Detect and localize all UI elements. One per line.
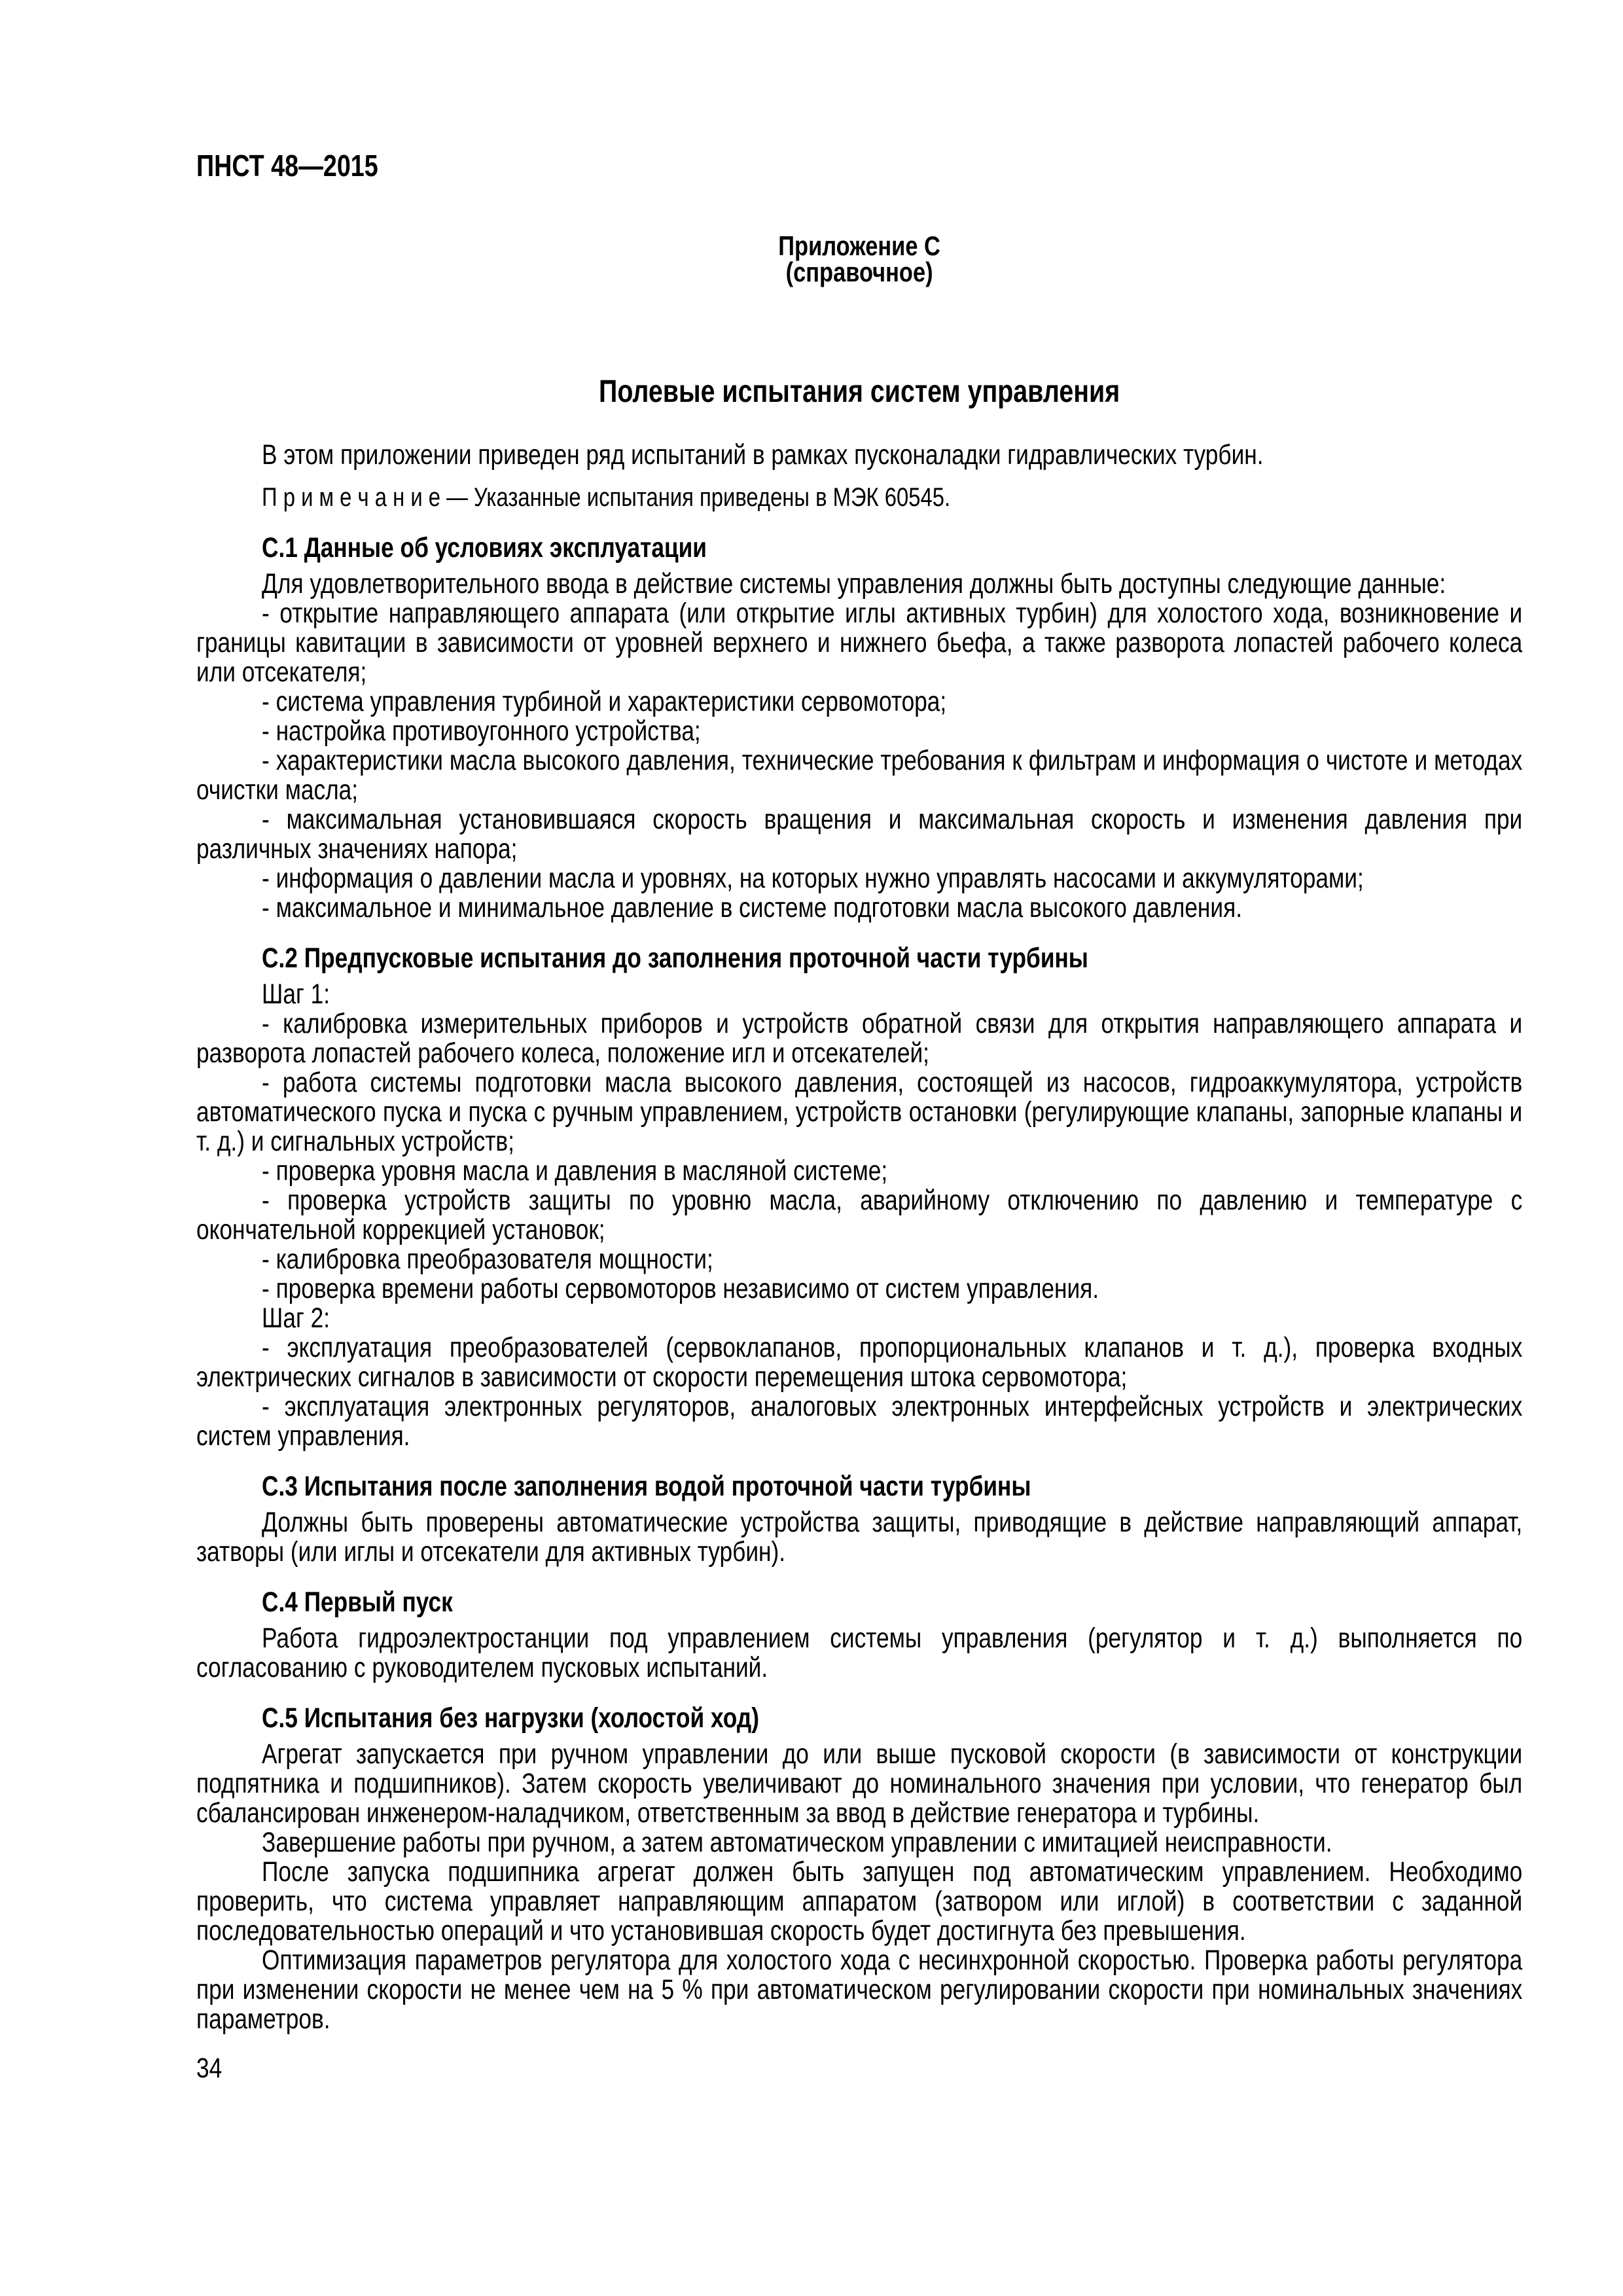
list-item: - проверка устройств защиты по уровню масла, аварийному отключению по давлению и температуре с окончательной коррекцией установок; <box>196 1185 1523 1246</box>
list-item: - максимальное и минимальное давление в системе подготовки масла высокого давления. <box>262 892 1242 924</box>
list-item: - максимальная установившаяся скорость вращения и максимальная скорость и изменения давления при различных значениях напора; <box>196 804 1523 865</box>
sections-container <box>196 533 1522 2034</box>
list-item: - эксплуатация электронных регуляторов, аналоговых электронных интерфейсных устройств и электрических систем управления. <box>196 1391 1523 1452</box>
section-paragraph: Завершение работы при ручном, а затем автоматическом управлении с имитацией неисправности. <box>262 1827 1332 1858</box>
section-heading: С.4 Первый пуск <box>262 1587 453 1618</box>
list-item: - открытие направляющего аппарата (или открытие иглы активных турбин) для холостого хода, возникновение и границы кавитации в зависимости от уровней верхнего и нижнего бьефа, а также разворота лопастей рабочего колеса или отсекателя; <box>196 598 1523 688</box>
appendix-header <box>196 230 1522 287</box>
appendix-type: (справочное) <box>785 257 933 287</box>
appendix-title: Полевые испытания систем управления <box>599 374 1120 409</box>
list-item: - калибровка преобразователя мощности; <box>262 1244 713 1275</box>
section-paragraph: Должны быть проверены автоматические устройства защиты, приводящие в действие направляющий аппарат, затворы (или иглы и отсекатели для активных турбин). <box>196 1507 1523 1568</box>
appendix-label: Приложение С <box>778 230 940 261</box>
list-item: - настройка противоугонного устройства; <box>262 715 701 747</box>
list-item: - эксплуатация преобразователей (сервоклапанов, пропорциональных клапанов и т. д.), проверка входных электрических сигналов в зависимости от скорости перемещения штока сервомотора; <box>196 1332 1523 1393</box>
section-paragraph: Агрегат запускается при ручном управлении до или выше пусковой скорости (в зависимости от конструкции подпятника и подшипников). Затем скорость увеличивают до номинального значения при условии, что генератор был сбалансирован инженером-наладчиком, ответственным за ввод в действие генератора и турбины. <box>196 1738 1523 1829</box>
list-item: - проверка времени работы сервомоторов независимо от систем управления. <box>262 1273 1099 1304</box>
section-heading: С.1 Данные об условиях эксплуатации <box>262 532 707 564</box>
list-item: - характеристики масла высокого давления, технические требования к фильтрам и информация о чистоте и методах очистки масла; <box>196 745 1523 806</box>
list-item: - информация о давлении масла и уровнях, на которых нужно управлять насосами и аккумуляторами; <box>262 863 1364 894</box>
document-code: ПНСТ 48—2015 <box>196 149 378 183</box>
section-paragraph: Работа гидроэлектростанции под управлением системы управления (регулятор и т. д.) выполняется по согласованию с руководителем пусковых испытаний. <box>196 1623 1523 1683</box>
list-item: - система управления турбиной и характеристики сервомотора; <box>262 686 947 717</box>
page-content <box>196 151 1522 2083</box>
section-paragraph: Оптимизация параметров регулятора для холостого хода с несинхронной скоростью. Проверка работы регулятора при изменении скорости не менее чем на 5 % при автоматическом регулировании скорости при номинальных значениях параметров. <box>196 1945 1523 2035</box>
intro-paragraph: В этом приложении приведен ряд испытаний в рамках пусконаладки гидравлических турбин. <box>262 439 1264 471</box>
section-heading: С.2 Предпусковые испытания до заполнения проточной части турбины <box>262 942 1088 974</box>
list-item: - работа системы подготовки масла высокого давления, состоящей из насосов, гидроаккумулятора, устройств автоматического пуска и пуска с ручным управлением, устройств остановки (регулирующие клапаны, запорные клапаны и т. д.) и сигнальных устройств; <box>196 1067 1523 1157</box>
list-item: - проверка уровня масла и давления в масляной системе; <box>262 1155 888 1187</box>
section-paragraph: После запуска подшипника агрегат должен быть запущен под автоматическим управлением. Необходимо проверить, что система управляет направляющим аппаратом (затвором или иглой) в соответствии с заданной последовательностью операций и что установившая скорость будет достигнута без превышения. <box>196 1856 1523 1946</box>
page-number: 34 <box>196 2053 223 2084</box>
section-paragraph: Шаг 1: <box>262 978 330 1010</box>
list-item: - калибровка измерительных приборов и устройств обратной связи для открытия направляющего аппарата и разворота лопастей рабочего колеса, положение игл и отсекателей; <box>196 1008 1523 1069</box>
section-paragraph: Для удовлетворительного ввода в действие системы управления должны быть доступны следующие данные: <box>262 568 1446 600</box>
section-heading: С.3 Испытания после заполнения водой проточной части турбины <box>262 1471 1031 1502</box>
section-heading: С.5 Испытания без нагрузки (холостой ход) <box>262 1702 759 1734</box>
section-paragraph: Шаг 2: <box>262 1302 330 1334</box>
note-line: П р и м е ч а н и е — Указанные испытания приведены в МЭК 60545. <box>262 483 951 512</box>
document-body <box>196 440 1522 2034</box>
